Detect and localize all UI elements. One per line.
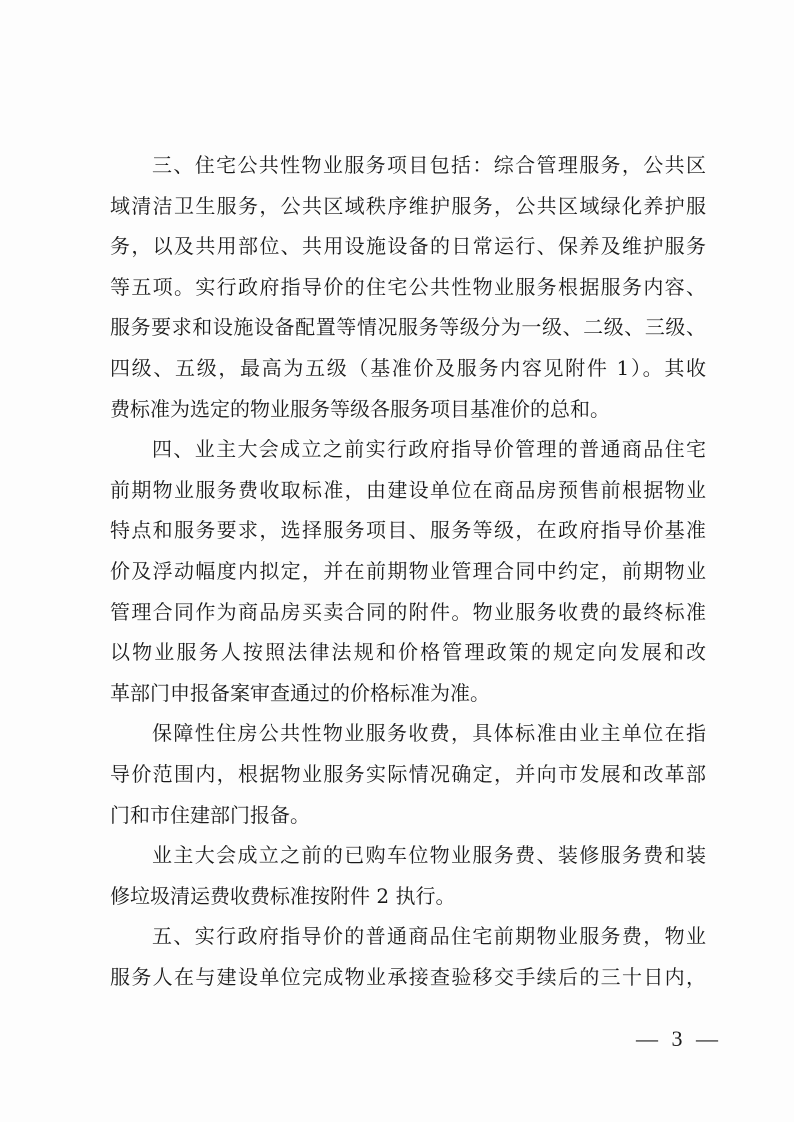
page-number: — 3 — (636, 1026, 722, 1051)
paragraph-4-line: 前期物业服务费收取标准，由建设单位在商品房预售前根据物业 (110, 477, 706, 502)
paragraph-3-line: 四级、五级，最高为五级（基准价及服务内容见附件 1）。其收 (110, 355, 706, 380)
paragraph-5-line: 五、实行政府指导价的普通商品住宅前期物业服务费，物业 (152, 924, 706, 949)
paragraph-4-line: 管理合同作为商品房买卖合同的附件。物业服务收费的最终标准 (110, 599, 706, 624)
paragraph-parking-line: 业主大会成立之前的已购车位物业服务费、装修服务费和装 (152, 843, 706, 868)
paragraph-3-line: 域清洁卫生服务，公共区域秩序维护服务，公共区域绿化养护服 (110, 193, 706, 218)
paragraph-parking-line: 修垃圾清运费收费标准按附件 2 执行。 (110, 883, 456, 908)
body-text (110, 145, 706, 997)
paragraph-housing-line: 导价范围内，根据物业服务实际情况确定，并向市发展和改革部 (110, 761, 706, 786)
paragraph-5-line: 服务人在与建设单位完成物业承接查验移交手续后的三十日内， (110, 964, 706, 989)
paragraph-4-line: 特点和服务要求，选择服务项目、服务等级，在政府指导价基准 (110, 518, 706, 543)
paragraph-4-line: 四、业主大会成立之前实行政府指导价管理的普通商品住宅 (152, 437, 706, 462)
paragraph-4-line: 革部门申报备案审查通过的价格标准为准。 (110, 680, 490, 705)
paragraph-3-line: 等五项。实行政府指导价的住宅公共性物业服务根据服务内容、 (110, 274, 706, 299)
paragraph-housing-line: 保障性住房公共性物业服务收费，具体标准由业主单位在指 (152, 721, 706, 746)
paragraph-3-line: 三、住宅公共性物业服务项目包括：综合管理服务，公共区 (152, 153, 706, 177)
paragraph-4-line: 价及浮动幅度内拟定，并在前期物业管理合同中约定，前期物业 (110, 558, 706, 583)
paragraph-3-line: 费标准为选定的物业服务等级各服务项目基准价的总和。 (110, 396, 610, 421)
paragraph-3-line: 务，以及共用部位、共用设施设备的日常运行、保养及维护服务 (110, 234, 706, 259)
paragraph-housing-line: 门和市住建部门报备。 (110, 802, 310, 827)
paragraph-3-line: 服务要求和设施设备配置等情况服务等级分为一级、二级、三级、 (110, 315, 706, 340)
paragraph-4-line: 以物业服务人按照法律法规和价格管理政策的规定向发展和改 (110, 640, 706, 665)
